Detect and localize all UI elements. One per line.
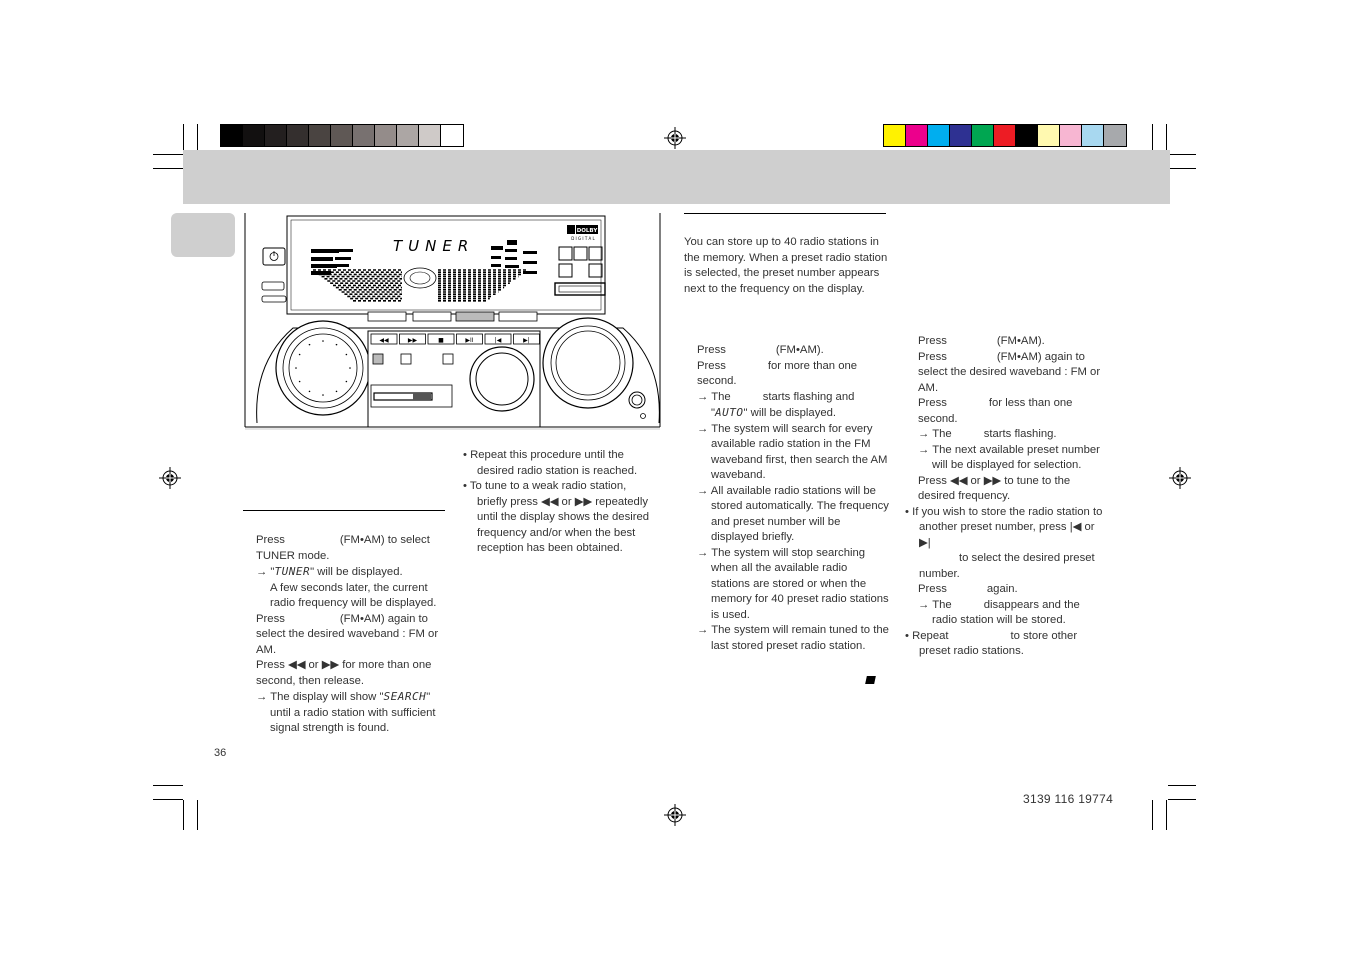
color-swatch (1082, 125, 1104, 146)
display-tuner-text: TUNER (393, 237, 475, 255)
crop-mark (1168, 785, 1196, 786)
transport-button-glyph: ▶| (523, 337, 530, 344)
manual-result-1: → The starts flashing. (918, 428, 1057, 440)
auto-result-5: → The system will remain tuned to the last stored preset radio station. (697, 624, 889, 652)
step-select-tuner: Press (FM•AM) to select TUNER mode. (256, 534, 430, 562)
auto-result-2: → The system will search for every available radio station in the FM waveband first, then search the AM waveband. (697, 422, 888, 481)
crop-mark (1168, 799, 1196, 800)
color-swatch (287, 125, 309, 146)
auto-result-1b: "AUTO" will be displayed. (711, 406, 837, 419)
manual-step-3: Press for less than one second. (918, 397, 1073, 425)
crop-mark (1168, 168, 1196, 169)
crop-mark (197, 800, 198, 830)
manual-step-5: Press again. (918, 583, 1018, 595)
end-of-section-mark (865, 676, 876, 684)
knob-tick (322, 394, 324, 396)
header-band (183, 150, 1170, 204)
knob-tick (299, 354, 301, 356)
knob-tick (322, 340, 324, 342)
registration-mark-icon (664, 804, 686, 826)
auto-result-1: → The starts flashing and (697, 390, 855, 403)
color-swatch (884, 125, 906, 146)
color-swatch (1038, 125, 1060, 146)
knob-tick (346, 354, 348, 356)
color-swatch (243, 125, 265, 146)
manual-result-3: → The disappears and the radio station will be stored. (918, 598, 1080, 626)
manual-preset-instructions (905, 334, 1106, 660)
color-swatch (309, 125, 331, 146)
section-rule (684, 213, 886, 214)
knob-tick (309, 344, 311, 346)
color-swatch (265, 125, 287, 146)
auto-result-3: → All available radio stations will be stored automatically. The frequency and preset number will be displayed briefly. (697, 484, 889, 543)
device-illustration (243, 213, 668, 431)
color-swatch (1104, 125, 1126, 146)
transport-button-glyph: ▶II (465, 337, 474, 344)
knob-tick (295, 367, 297, 369)
dolby-digital-label: D I G I T A L (571, 236, 595, 241)
manual-tip-repeat: • Repeat to store other preset radio stations. (905, 629, 1078, 657)
crop-mark (153, 154, 183, 155)
crop-mark (1168, 154, 1196, 155)
transport-button-glyph: |◀ (494, 337, 502, 344)
tip-weak-station: • To tune to a weak radio station, briefly press ◀◀ or ▶▶ repeatedly until the display shows the desired frequency and/or when the best reception has been obtained. (463, 480, 650, 554)
step-search: Press ◀◀ or ▶▶ for more than one second, then release. (256, 659, 432, 687)
auto-preset-instructions (697, 343, 889, 654)
page-number: 36 (214, 747, 227, 759)
manual-step-1: Press (FM•AM). (918, 335, 1045, 347)
knob-tick (349, 367, 351, 369)
tuning-tips (463, 448, 655, 557)
registration-mark-icon (664, 127, 686, 149)
auto-step-1: Press (FM•AM). (697, 344, 824, 356)
result-search: → The display will show "SEARCH" until a radio station with sufficient signal strength is found. (256, 690, 436, 734)
grayscale-calibration-bar (220, 124, 464, 147)
language-tab (171, 213, 235, 257)
result-tuner-displayed: → "TUNER" will be displayed. (256, 565, 403, 578)
color-swatch (1016, 125, 1038, 146)
manual-result-2: → The next available preset number will be displayed for selection. (918, 443, 1100, 471)
result-frequency: A few seconds later, the current radio frequency will be displayed. (270, 581, 437, 609)
manual-step-2: Press (FM•AM) again to select the desired waveband : FM or AM. (918, 350, 1101, 394)
transport-button-glyph: ◀◀ (379, 337, 389, 344)
color-calibration-bar (883, 124, 1127, 147)
color-swatch (353, 125, 375, 146)
color-swatch (950, 125, 972, 146)
color-swatch (906, 125, 928, 146)
color-swatch (928, 125, 950, 146)
registration-mark-icon (159, 467, 181, 489)
dolby-logo-label: DOLBY (576, 228, 598, 234)
color-swatch (221, 125, 243, 146)
crop-mark (1152, 800, 1153, 830)
crop-mark (153, 168, 183, 169)
knob-tick (336, 344, 338, 346)
auto-result-4: → The system will stop searching when all the available radio stations are stored or when the memory for 40 preset radio stations is used. (697, 546, 889, 621)
tip-repeat: • Repeat this procedure until the desired radio station is reached. (463, 449, 638, 477)
crop-mark (1166, 800, 1167, 830)
step-select-waveband: Press (FM•AM) again to select the desired waveband : FM or AM. (256, 612, 439, 656)
color-swatch (375, 125, 397, 146)
color-swatch (1060, 125, 1082, 146)
knob-tick (299, 381, 301, 383)
knob-tick (336, 391, 338, 393)
color-swatch (994, 125, 1016, 146)
transport-button-glyph: ■ (438, 337, 444, 344)
registration-mark-icon (1169, 467, 1191, 489)
color-swatch (441, 125, 463, 146)
auto-step-2: Press for more than one second. (697, 359, 858, 387)
color-swatch (397, 125, 419, 146)
color-swatch (419, 125, 441, 146)
color-swatch (331, 125, 353, 146)
section-rule (243, 510, 445, 511)
document-number: 3139 116 19774 (1023, 792, 1114, 806)
knob-tick (346, 381, 348, 383)
manual-tip-other-preset: • If you wish to store the radio station to another preset number, press |◀ or ▶| to select the desired preset number. (905, 505, 1103, 580)
crop-mark (183, 800, 184, 830)
preset-intro: You can store up to 40 radio stations in the memory. When a preset radio station is selected, the preset number appears next to the frequency on the display. (684, 236, 888, 295)
transport-button-glyph: ▶▶ (407, 337, 418, 344)
crop-mark (153, 799, 183, 800)
color-swatch (972, 125, 994, 146)
tuning-instructions (256, 533, 448, 737)
manual-step-4: Press ◀◀ or ▶▶ to tune to the desired frequency. (918, 474, 1071, 502)
knob-tick (309, 391, 311, 393)
crop-mark (153, 785, 183, 786)
